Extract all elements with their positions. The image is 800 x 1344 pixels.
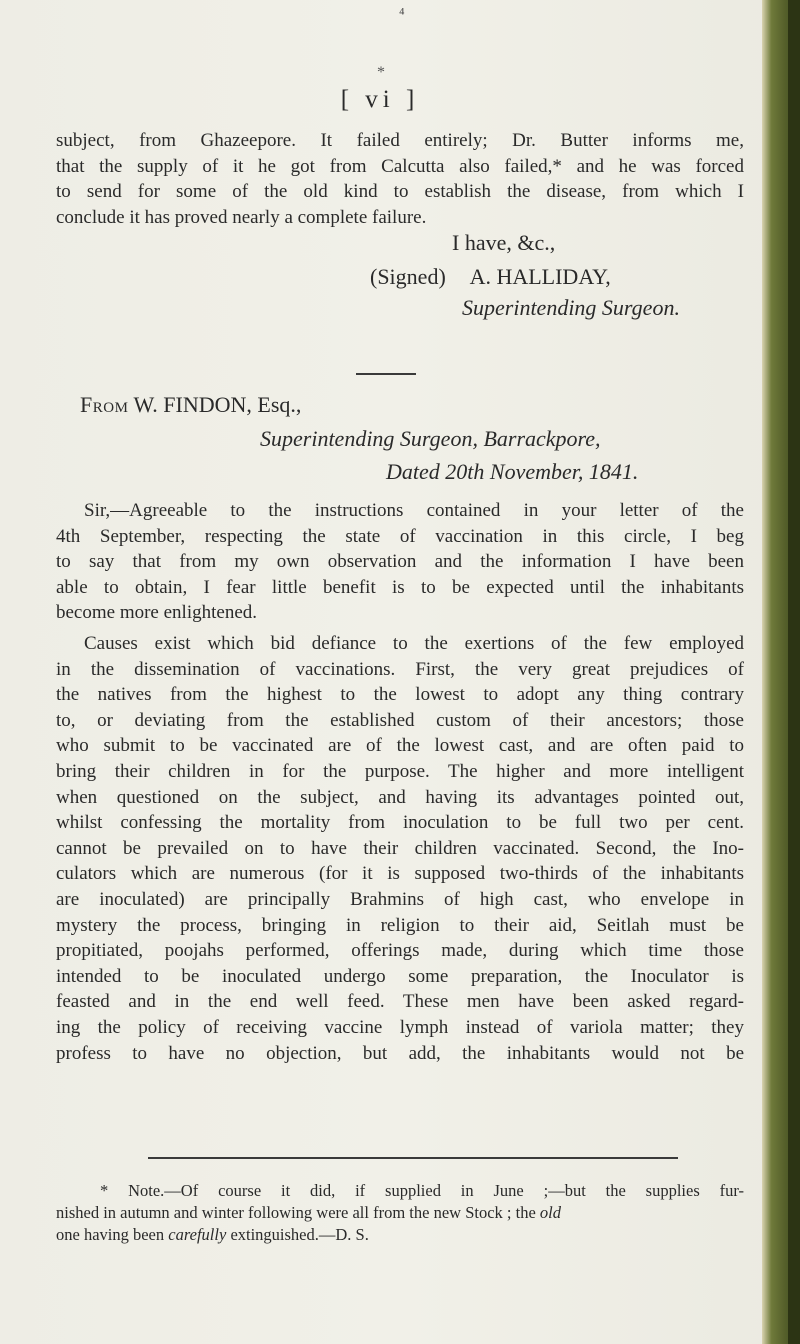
text-line: ing the policy of receiving vaccine lymph instead of variola matter; they bbox=[56, 1016, 744, 1038]
section-divider bbox=[356, 373, 416, 375]
text-line: that the supply of it he got from Calcutta also failed,* and he was forced bbox=[56, 155, 744, 177]
page-edge-shadow bbox=[788, 0, 800, 1344]
signed-line bbox=[56, 264, 744, 290]
text-line: cannot be prevailed on to have their children vaccinated. Second, the Ino- bbox=[56, 837, 744, 859]
signed-prefix: (Signed) bbox=[370, 263, 446, 289]
text-line: to say that from my own observation and the information I have been bbox=[56, 551, 744, 573]
text-line: the natives from the highest to the lowest to adopt any thing contrary bbox=[56, 684, 744, 706]
text-line: conclude it has proved nearly a complete failure. bbox=[56, 206, 427, 228]
dated-rest: November, 1841. bbox=[489, 459, 639, 485]
text-line: subject, from Ghazeepore. It failed entirely; Dr. Butter informs me, bbox=[56, 130, 744, 151]
footnote-line: nished in autumn and winter following were all from the new Stock ; the old bbox=[56, 1203, 561, 1222]
text-line: propitiated, poojahs performed, offerings made, during which time those bbox=[56, 940, 744, 962]
text-line: who submit to be vaccinated are of the lowest cast, and are often paid to bbox=[56, 735, 744, 757]
dated-prefix: Dated bbox=[386, 459, 440, 485]
text-line: to, or deviating from the established custom of their ancestors; those bbox=[56, 709, 744, 731]
dated-line bbox=[56, 459, 744, 485]
text-line: able to obtain, I fear little benefit is to be expected until the inhabitants bbox=[56, 576, 744, 598]
footnote-line: one having been carefully extinguished.—D. S. bbox=[56, 1225, 369, 1244]
text-line: mystery the process, bringing in religion to their aid, Seitlah must be bbox=[56, 914, 744, 936]
from-name: W. FINDON, Esq., bbox=[133, 392, 302, 417]
text-line: in the dissemination of vaccinations. First, the very great prejudices of bbox=[56, 658, 744, 680]
text-line: bring their children in for the purpose. The higher and more intelligent bbox=[56, 760, 744, 782]
text-line: are inoculated) are principally Brahmins of high cast, who envelope in bbox=[56, 888, 744, 910]
closing-line: I have, &c., bbox=[452, 230, 556, 255]
from-label: From bbox=[80, 392, 129, 417]
footnote-rule bbox=[148, 1157, 678, 1159]
text-line: culators which are numerous (for it is supposed two-thirds of the inhabitants bbox=[56, 863, 744, 885]
text-line: whilst confessing the mortality from inoculation to be full two per cent. bbox=[56, 812, 744, 834]
text-line: become more enlightened. bbox=[56, 602, 258, 624]
signer-title: Superintending Surgeon. bbox=[462, 295, 680, 321]
letter-paragraph-1 bbox=[56, 498, 744, 626]
text-line: Causes exist which bid defiance to the exertions of the few employed bbox=[84, 633, 744, 654]
text-line: Sir,—Agreeable to the instructions contained in your letter of the bbox=[84, 500, 744, 521]
continuation-paragraph bbox=[56, 128, 744, 230]
page-mark-asterisk: * bbox=[377, 64, 385, 81]
from-line bbox=[56, 392, 744, 418]
from-title: Superintending Surgeon, Barrackpore, bbox=[260, 425, 601, 451]
dated-day: 20th bbox=[445, 459, 485, 485]
footnote bbox=[56, 1180, 744, 1246]
letter-heading bbox=[56, 392, 744, 485]
page-mark-top: ⁴ bbox=[399, 6, 405, 23]
footnote-line: * Note.—Of course it did, if supplied in June ;—but the supplies fur- bbox=[100, 1181, 744, 1200]
signature-block bbox=[56, 230, 744, 321]
letter-paragraph-2 bbox=[56, 631, 744, 1066]
text-line: when questioned on the subject, and having its advantages pointed out, bbox=[56, 786, 744, 808]
page-number: [ vi ] bbox=[340, 86, 420, 113]
signer-name: A. HALLIDAY, bbox=[469, 263, 611, 289]
text-line: 4th September, respecting the state of vaccination in this circle, I beg bbox=[56, 525, 744, 547]
text-line: feasted and in the end well feed. These men have been asked regard- bbox=[56, 991, 744, 1013]
text-line: to send for some of the old kind to establish the disease, from which I bbox=[56, 181, 744, 203]
footnote-old-word: old bbox=[539, 1203, 561, 1222]
text-line: profess to have no objection, but add, the inhabitants would not be bbox=[56, 1042, 744, 1064]
text-line: intended to be inoculated undergo some preparation, the Inoculator is bbox=[56, 965, 744, 987]
